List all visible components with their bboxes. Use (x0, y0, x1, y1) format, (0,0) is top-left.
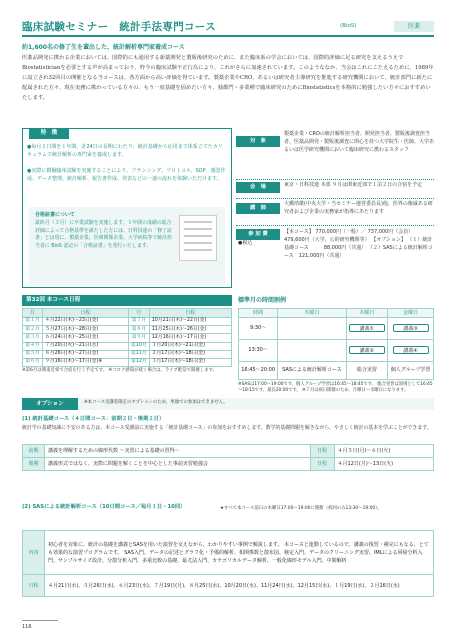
table-cell: １月20日(木)～21日(金) (149, 342, 231, 350)
target-label: 対 象 (236, 136, 280, 147)
venue-label: 会 場 (236, 182, 280, 193)
fee-tax-note: ●税込 (238, 240, 253, 246)
table-cell: 第４月 (23, 342, 43, 350)
col-day: 金曜日 (388, 309, 434, 318)
table-cell: 第10月 (129, 342, 150, 350)
table-cell: 第12月 (129, 358, 150, 366)
fee-label: 参 加 費 (236, 229, 280, 240)
table-cell: 初心者を対象に、統計の基礎を講義とSASを用いた演習を交えながら、わかりやすい事例で解説します。 本コースと連動しているので、講義の復習・補完にもなる、とても効果的な演習プログラムです。 SAS入門、データの記述とグラフ化・予備的解析、相関係数と散布図、検定入門、データのクリーニング実習、IMLによる回帰分析入門、サンプルサイズ設計、分散分析入門、多重比較の基礎、最尤法入門、カテゴリカルデータ解析、一般化線形モデル入門、中間解析 (45, 531, 434, 575)
lecturer-text: 大橋靖雄(中央大学・当セミナー運営委員長)他、医界の権威ある研究者および企業の実務家が指導にあたります (284, 201, 433, 215)
table-cell: ４月21日(水)、５月26日(水)、６月23日(水)、７月19日(月)、８月25日(水)、10月20日(水)、11月24日(水)、12月15日(水)、１月19日(水)、２月16日(水) (45, 575, 434, 597)
lecture-chip: 講義④ (393, 346, 429, 354)
table-row (239, 340, 434, 362)
table-row (23, 575, 434, 597)
feature-item: ●毎月２日間を１年間、計24日の長期にわたり、統計基礎から応用まで体系立てたカリキュラムで統計解析の専門家を養成します。 (27, 144, 223, 158)
venue-text: 東京・日科技連 本部 ９月は関東近郊で１泊２日の合宿を予定 (284, 182, 423, 188)
table-cell: ４月12日(月)～13日(火) (334, 458, 433, 471)
basic-course-desc: 統計学の基礎知識に不安のある方は、本コース受講前に実施する「統計基礎コース」の参加をおすすめします。数学的基礎問題を解きながら、やさしく統計の基本を学ぶことができます。 (22, 425, 432, 431)
certificate-heading: 合格証書について (35, 212, 75, 218)
category-badge: 医薬 (394, 21, 434, 32)
basic-course-table (22, 444, 434, 471)
table-cell: 第３月 (23, 334, 43, 342)
header (22, 20, 434, 36)
certificate-box (29, 207, 225, 285)
certificate-text: 最終月（３月）に卒業試験を実施します。１年間の成績の総合評価によって合格基準を満たした方には、日科技連の「修了証書」とは別に、製薬企業、医療関係企業、大学病院等で統計担当者に BioS 認定の「合格証書」を発行いたします。 (35, 220, 172, 249)
schedule-table (22, 308, 232, 367)
sas-course-table (22, 530, 434, 597)
page-number: 116 (22, 624, 32, 630)
table-cell: 日程 (310, 458, 334, 471)
table-cell: 第６月 (23, 358, 43, 366)
table-cell: ８月26日(木)～27日(金) (43, 350, 129, 358)
intro-text: 医薬品開発に携わる企業においては、国際的にも通用する新薬開発と製販後研究のために、また臨床系の学会においては、国際的評価に足る研究を支えるうえでBiostatisticianを必要とする声が高まっており、昨今の臨床試験不正行為により、これがさらに加速されています。このようななか、当会はこれにこたえるために、1989年に設立され32回目の開催となる当コースは、各方面から高い評価を得ています。製薬企業やCRO、あるいは研究者主導研究を推進する研究機関において、統計部門に新たに配属された方々、現在実務に携わっている方々の、もう一度基礎を固めたい方々、独都門・多業種で臨床研究のためにBiostatisticsを本格的に勉強したい方々におすすめいたします。 (22, 55, 434, 101)
sas-course-heading: (2) SASによる統計解析コース（10日間コース／毎月１日・10回） (22, 504, 186, 510)
feature-item: ●実際に模擬臨床試験を実施することにより、プランニング、プロトコル、SOP、感覚作成、データ整理、統計解析、報告書作成、発表などの一連の流れを体験いただけます。 (27, 168, 226, 182)
table-cell: 講義形式ではなく、実際に問題を解くことを中心とした事前実習勉強会 (45, 458, 311, 471)
col-dates: 日程 (149, 309, 231, 318)
table-cell: 第５月 (23, 350, 43, 358)
col-month: 月 (23, 309, 43, 318)
table-cell: SASによる統計解析コース (278, 362, 346, 380)
timetable-notes: ※SASは17:00～19:00です。個人グループ学習は16:45～18:45です。 総合実習は原則として16:45～18:15です。最長20:00です。 ※７月は祝日開催のため、月曜日～水曜日になります。 (238, 382, 433, 393)
basic-course-heading: (1) 統計基礎コース（４日間コース：前期２日・後期２日） (22, 416, 165, 422)
timetable-title: 標準月の時間割例 (238, 297, 287, 304)
table-row (239, 318, 434, 340)
table-cell: 第２月 (23, 326, 43, 334)
table-row (23, 458, 434, 471)
table-cell: 第８月 (129, 326, 150, 334)
table-row (239, 362, 434, 380)
col-month: 月 (129, 309, 150, 318)
table-cell: 後期 (23, 458, 45, 471)
table-row (23, 358, 232, 366)
table-cell: 前期 (23, 445, 45, 458)
table-cell: ７月20日(火)～21日(水) (43, 342, 129, 350)
table-header-row (23, 309, 232, 318)
table-cell: 第１月 (23, 318, 43, 326)
page-title: 臨床試験セミナー 統計手法専門コース (22, 21, 216, 33)
table-cell (388, 340, 434, 362)
option-label: オプション (22, 398, 78, 410)
target-text: 製薬企業・CROの統計解析担当者、開発担当者、製販後調査担当者、医薬品開発・製販後調査に関心を持つ大学院生・医師、大学あるいは医学研究機関において臨床研究に携わるスタッフ (284, 131, 435, 153)
table-row (23, 342, 232, 350)
timetable-table (238, 308, 434, 380)
table-row (23, 318, 232, 326)
schedule-notes: ※第6月は関東近郊で合宿を行う予定です。 ※コロナ感染が続く場合は、ライブ配信で開催します。 (22, 368, 217, 373)
title-rule (22, 35, 434, 37)
table-cell: 総合実習 (346, 362, 388, 380)
table-cell: 日程 (310, 445, 334, 458)
table-cell: ４月５日(月)～６日(火) (334, 445, 433, 458)
divider (236, 198, 434, 199)
table-row (23, 445, 434, 458)
table-cell: ９月16日(木)～17日(金)※ (43, 358, 129, 366)
table-cell: 内容 (23, 531, 45, 575)
time-cell: 16:45～20:00 (239, 362, 278, 380)
schedule-title: 第32回 本コース日程 (22, 295, 232, 306)
table-row (23, 334, 232, 342)
features-box (22, 128, 232, 288)
lecture-chip: 講義② (349, 346, 385, 354)
table-cell (278, 340, 346, 362)
table-cell (346, 318, 388, 340)
fee-text: 【本コース】 770,000円（一般）／ 737,000円（会員） 479,600円（大学、公的研究機関等） 【オプション】 （１）統計基礎コース 88,000円（共通） （２）SASによる統計解析コース 121,000円（共通） (284, 229, 433, 259)
col-dates: 日程 (43, 309, 129, 318)
lecture-chip: 講義① (349, 324, 385, 332)
table-cell: ６月24日(木)～25日(金) (43, 334, 129, 342)
table-cell: 日程 (23, 575, 45, 597)
col-day: 木曜日 (346, 309, 388, 318)
certificate-image (179, 215, 217, 261)
col-time: 時間 (239, 309, 278, 318)
divider (236, 225, 434, 226)
sas-course-note: ★すべて本コース前日の木曜日17:00～19:00に開催（初回のみ13:30～19:00）。 (220, 506, 382, 511)
option-note: ※本コース受講者限定のオプションのため、単独での参加はできません。 (84, 400, 228, 405)
table-header-row (239, 309, 434, 318)
table-cell: 11月25日(木)～26日(金) (149, 326, 231, 334)
time-cell: 13:30～ (239, 340, 278, 362)
table-cell: 講義を理解するための線形代数 ～実習による基礎の習得～ (45, 445, 311, 458)
features-label: 特 徴 (29, 128, 69, 139)
col-day: 木曜日 (278, 309, 346, 318)
table-cell: ２月17日(木)～18日(金) (149, 350, 231, 358)
table-cell: ５月27日(木)～28日(金) (43, 326, 129, 334)
table-cell: ４月22日(木)～23日(金) (43, 318, 129, 326)
course-tag: (BioS) (340, 23, 357, 29)
table-cell: 個人グループ学習 (388, 362, 434, 380)
subtitle: 約1,600名の修了生を輩出した、統計解析専門家養成コース (22, 44, 185, 51)
table-cell: 12月16日(木)～17日(金) (149, 334, 231, 342)
table-cell: 第９月 (129, 334, 150, 342)
lecture-chip: 講義③ (393, 324, 429, 332)
time-cell: 9:30～ (239, 318, 278, 340)
table-cell: 10月21日(木)～22日(金) (149, 318, 231, 326)
divider (236, 179, 434, 180)
table-cell: ３月17日(木)～18日(金) (149, 358, 231, 366)
table-cell: 第11月 (129, 350, 150, 358)
table-row (23, 531, 434, 575)
table-row (23, 326, 232, 334)
table-cell (346, 340, 388, 362)
lecturer-label: 講 師 (236, 203, 280, 214)
page-rule (22, 620, 58, 621)
table-row (23, 350, 232, 358)
table-cell (278, 318, 346, 340)
table-cell: 第７月 (129, 318, 150, 326)
course-info (236, 128, 434, 288)
table-cell (388, 318, 434, 340)
